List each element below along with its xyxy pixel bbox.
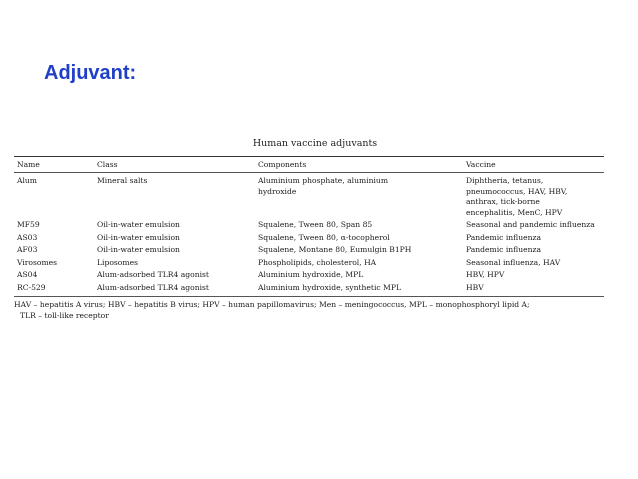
header-class: Class	[94, 157, 255, 173]
table-row	[14, 282, 604, 297]
cell-vaccine: Seasonal and pandemic influenza	[466, 220, 595, 229]
cell-vaccine: Diphtheria, tetanus, pneumococcus, HAV, HBV, anthrax, tick-borne encephalitis, MenC, HPV	[466, 176, 568, 217]
header-name: Name	[14, 157, 94, 173]
cell-class: Oil-in-water emulsion	[97, 245, 180, 254]
cell-components: Aluminium phosphate, aluminium hydroxide	[258, 176, 389, 196]
cell-components: Squalene, Montane 80, Eumulgin B1PH	[258, 245, 412, 254]
header-vaccine: Vaccine	[463, 157, 604, 173]
cell-vaccine: Pandemic influenza	[466, 245, 542, 254]
footnote-line-1: HAV – hepatitis A virus; HBV – hepatitis B virus; HPV – human papillomavirus; Men – meningococcus, MPL – monophosphoryl lipid A;	[14, 300, 530, 309]
header-components: Components	[255, 157, 463, 173]
cell-name: Virosomes	[17, 257, 58, 267]
table-row	[14, 173, 604, 220]
adjuvant-table-figure	[14, 138, 604, 321]
table-caption: Human vaccine adjuvants	[252, 138, 378, 149]
table-row	[14, 257, 604, 270]
cell-class: Mineral salts	[97, 176, 148, 185]
cell-name: AF03	[17, 245, 38, 254]
cell-class: Liposomes	[97, 257, 138, 267]
cell-vaccine: HBV, HPV	[466, 270, 505, 279]
table-row	[14, 232, 604, 245]
cell-vaccine: Seasonal influenza, HAV	[466, 257, 561, 267]
cell-components: Squalene, Tween 80, α-tocopherol	[258, 232, 390, 242]
table-row	[14, 219, 604, 232]
table-row	[14, 244, 604, 257]
cell-name: RC-529	[14, 282, 94, 297]
cell-components: Phospholipids, cholesterol, HA	[258, 257, 377, 267]
cell-components: Squalene, Tween 80, Span 85	[258, 220, 373, 229]
cell-name: AS04	[17, 270, 38, 279]
cell-name: AS03	[17, 232, 38, 242]
cell-class: Oil-in-water emulsion	[97, 232, 180, 242]
cell-components: Aluminium hydroxide, MPL	[258, 270, 364, 279]
slide-title: Adjuvant:	[44, 62, 137, 84]
footnote-line-2: TLR – toll-like receptor	[20, 310, 109, 320]
table-row	[14, 269, 604, 282]
cell-name: MF59	[17, 220, 40, 229]
cell-class: Alum-adsorbed TLR4 agonist	[94, 282, 255, 297]
cell-class: Alum-adsorbed TLR4 agonist	[97, 270, 209, 279]
table-header-row	[14, 157, 604, 173]
cell-components: Aluminium hydroxide, synthetic MPL	[255, 282, 463, 297]
adjuvant-table	[14, 156, 604, 297]
cell-class: Oil-in-water emulsion	[97, 220, 180, 229]
cell-vaccine: Pandemic influenza	[466, 232, 542, 242]
cell-name: Alum	[17, 176, 38, 185]
cell-vaccine: HBV	[463, 282, 604, 297]
table-footnote	[14, 300, 604, 321]
